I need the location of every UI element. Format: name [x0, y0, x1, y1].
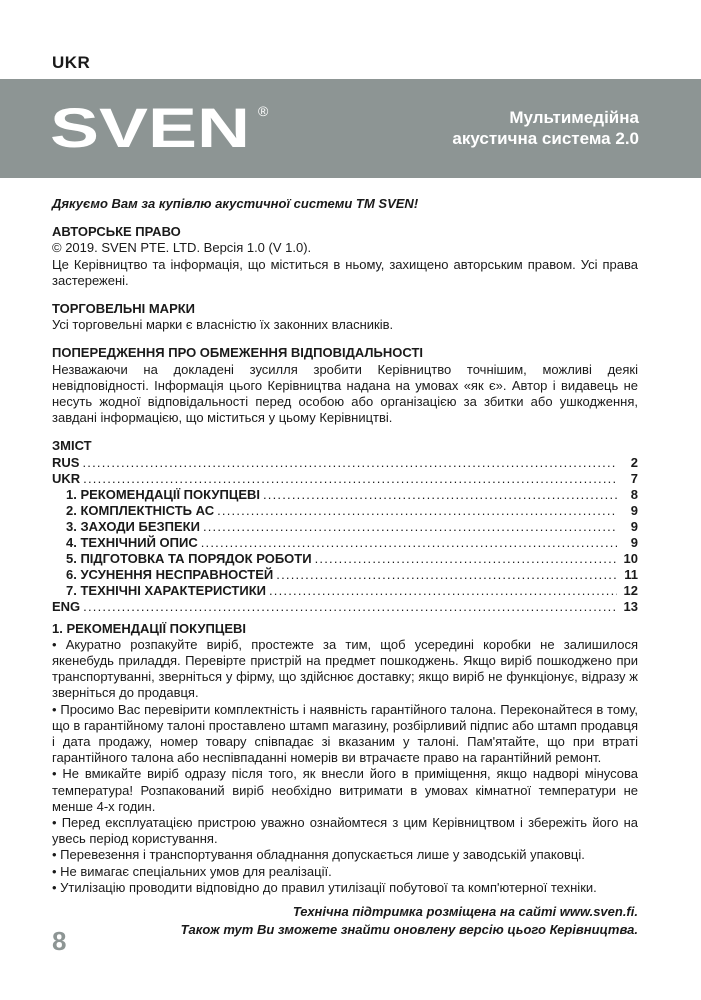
toc-item-package[interactable]: 2. КОМПЛЕКТНІСТЬ АС ..... 9 — [52, 503, 638, 519]
list-item: • Перед експлуатацією пристрою уважно ознайомтеся з цим Керівництвом і збережіть його на увесь період користування. — [52, 815, 638, 847]
liability-text: Незважаючи на докладені зусилля зробити Керівництво точнішим, можливі деякі невідповідності. Інформація цього Керівництва надана на умовах «як є». Автор і видавець не несуть жодної відповідальності перед особою або організацією за збитки або ушкодження, завдані інформацією, що міститься у цьому Керівництві. — [52, 361, 638, 426]
list-item: • Не вимагає спеціальних умов для реалізації. — [52, 863, 332, 879]
copyright-section — [52, 224, 638, 289]
list-item: • Утилізацію проводити відповідно до правил утилізації побутової та комп'ютерної техніки. — [52, 879, 597, 895]
copyright-line1: © 2019. SVEN PTE. LTD. Версія 1.0 (V 1.0). — [52, 240, 312, 256]
support-note — [181, 903, 638, 939]
logo-text: SVEN — [50, 100, 250, 152]
recommendations-heading: 1. РЕКОМЕНДАЦІЇ ПОКУПЦЕВІ — [52, 620, 246, 636]
recommendations-section — [52, 621, 638, 896]
language-label: UKR — [52, 53, 91, 72]
manual-content — [52, 196, 638, 908]
trademarks-text: Усі торговельні марки є власністю їх законних власників. — [52, 317, 394, 333]
list-item: • Не вмикайте виріб одразу після того, як внесли його в приміщення, якщо надворі мінусова температура! Розпакований виріб необхідно витримати в умовах кімнатної температури не менше 4-х годин. — [52, 766, 638, 814]
list-item: • Акуратно розпакуйте виріб, простежте за тим, щоб усередині коробки не залишилося якенебудь приладдя. Перевірте пристрій на предмет пошкоджень. Якщо виріб пошкоджено при транспортуванні, зверніться у фірму, що здійснює доставку; якщо виріб не функціонує, відразу ж зверніться до продавця. — [52, 636, 638, 701]
copyright-line2: Це Керівництво та інформація, що міститься в ньому, захищено авторським правом. Усі права застережені. — [52, 256, 638, 288]
support-line1: Технічна підтримка розміщена на сайті www.sven.fi. — [292, 904, 638, 919]
page-number: 8 — [52, 926, 67, 956]
toc-item-safety[interactable]: 3. ЗАХОДИ БЕЗПЕКИ ..... 9 — [52, 519, 638, 535]
toc-heading: ЗМІСТ — [52, 438, 92, 454]
toc-item-specifications[interactable]: 7. ТЕХНІЧНІ ХАРАКТЕРИСТИКИ ..... 12 — [52, 583, 638, 599]
trademarks-heading: ТОРГОВЕЛЬНІ МАРКИ — [52, 301, 196, 317]
trademarks-section — [52, 301, 638, 333]
product-title-line1: Мультимедійна — [509, 108, 639, 127]
product-title — [452, 107, 639, 149]
toc-item-eng[interactable]: ENG ..... 13 — [52, 599, 638, 615]
table-of-contents — [52, 438, 638, 614]
liability-section — [52, 345, 638, 426]
toc-item-troubleshooting[interactable]: 6. УСУНЕННЯ НЕСПРАВНОСТЕЙ ..... 11 — [52, 567, 638, 583]
support-line2: Також тут Ви зможете знайти оновлену версію цього Керівництва. — [180, 922, 638, 937]
sven-logo — [50, 100, 280, 152]
list-item: • Перевезення і транспортування обладнання допускається лише у заводській упаковці. — [52, 847, 585, 863]
toc-item-ukr[interactable]: UKR ..... 7 — [52, 471, 638, 487]
toc-item-operation[interactable]: 5. ПІДГОТОВКА ТА ПОРЯДОК РОБОТИ ..... 10 — [52, 551, 638, 567]
product-title-line2: акустична система 2.0 — [452, 129, 639, 148]
registered-mark: ® — [258, 103, 269, 119]
toc-item-description[interactable]: 4. ТЕХНІЧНИЙ ОПИС ..... 9 — [52, 535, 638, 551]
copyright-heading: АВТОРСЬКЕ ПРАВО — [52, 224, 181, 240]
list-item: • Просимо Вас перевірити комплектність і наявність гарантійного талона. Переконайтеся в тому, що в гарантійному талоні проставлено штамп магазину, розбірливий підпис або штамп продавця і дата продажу, номер товару співпадає зі вказаним у талоні. Пам'ятайте, що при втраті гарантійного талона або неспівпаданні номерів ви втрачаєте право на гарантійний ремонт. — [52, 701, 638, 766]
toc-item-rus[interactable]: RUS ..... 2 — [52, 455, 638, 471]
liability-heading: ПОПЕРЕДЖЕННЯ ПРО ОБМЕЖЕННЯ ВІДПОВІДАЛЬНОСТІ — [52, 345, 424, 361]
toc-item-recommendations[interactable]: 1. РЕКОМЕНДАЦІЇ ПОКУПЦЕВІ ..... 8 — [52, 487, 638, 503]
thanks-message: Дякуємо Вам за купівлю акустичної системи ТМ SVEN! — [52, 196, 419, 211]
